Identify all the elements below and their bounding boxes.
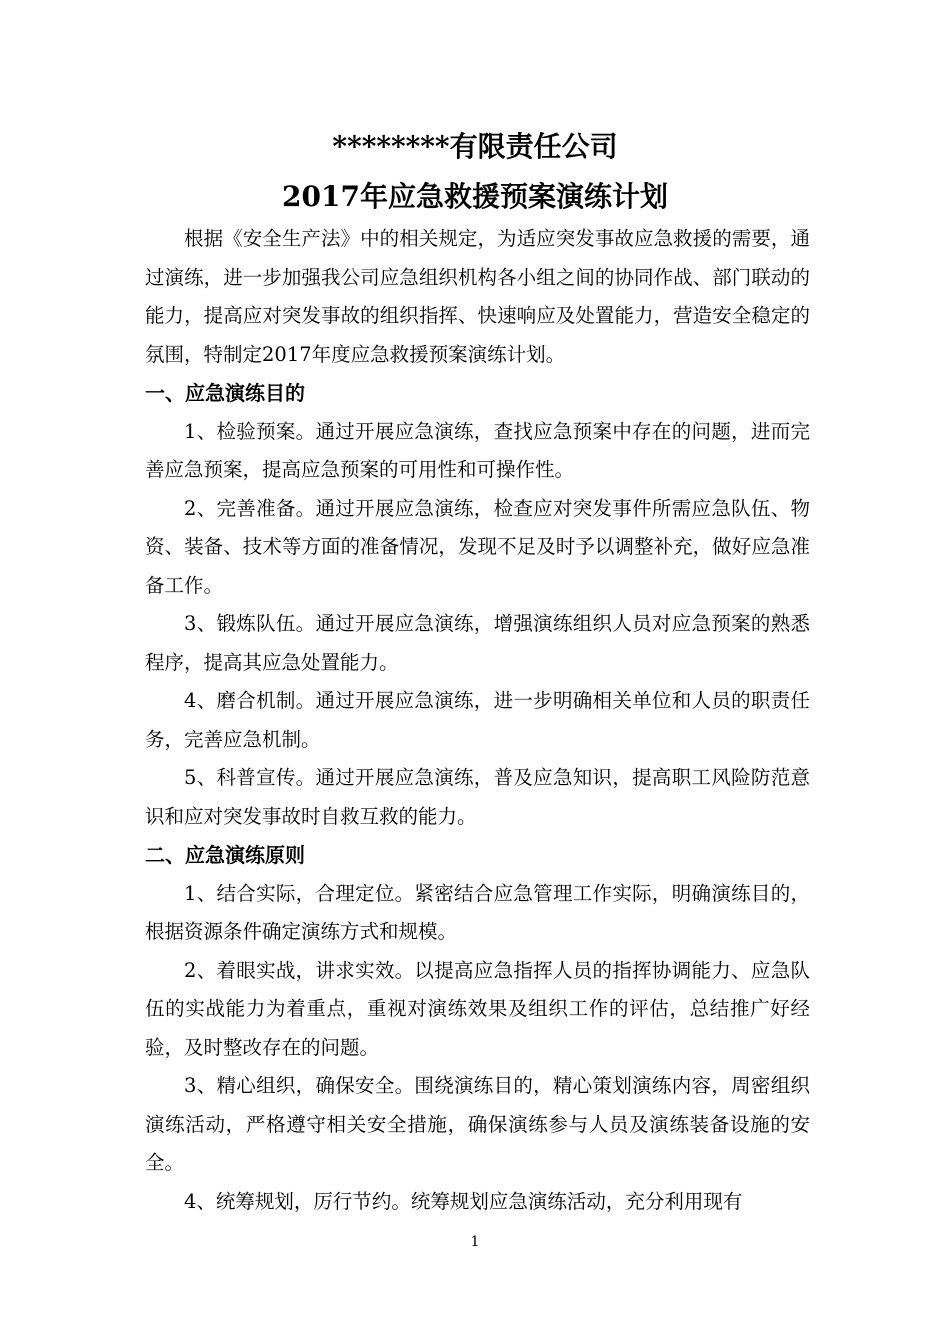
purpose-item-2: 2、完善准备。通过开展应急演练，检查应对突发事件所需应急队伍、物资、装备、技术等方面的准备情况，发现不足及时予以调整补充，做好应急准备工作。 [145,496,810,597]
purpose-item-4: 4、磨合机制。通过开展应急演练，进一步明确相关单位和人员的职责任务，完善应急机制。 [145,689,810,751]
page-number: 1 [470,1234,480,1250]
principle-item-2: 2、着眼实战，讲求实效。以提高应急指挥人员的指挥协调能力、应急队伍的实战能力为着重点，重视对演练效果及组织工作的评估，总结推广好经验，及时整改存在的问题。 [145,958,810,1059]
principle-item-3: 3、精心组织，确保安全。围绕演练目的，精心策划演练内容，周密组织演练活动，严格遵守相关安全措施，确保演练参与人员及演练装备设施的安全。 [145,1074,810,1174]
principle-item-4: 4、统筹规划，厉行节约。统筹规划应急演练活动，充分利用现有 [184,1189,743,1213]
section-heading-principles: 二、应急演练原则 [145,843,305,867]
section-heading-purpose: 一、应急演练目的 [145,381,305,405]
purpose-item-5: 5、科普宣传。通过开展应急演练，普及应急知识，提高职工风险防范意识和应对突发事故时自救互救的能力。 [145,766,810,828]
document-title-plan: 2017年应急救援预案演练计划 [282,180,668,213]
purpose-item-3: 3、锻炼队伍。通过开展应急演练，增强演练组织人员对应急预案的熟悉程序，提高其应急处置能力。 [145,612,810,674]
document-title-company: ********有限责任公司 [332,130,618,163]
purpose-item-1: 1、检验预案。通过开展应急演练，查找应急预案中存在的问题，进而完善应急预案，提高应急预案的可用性和可操作性。 [145,419,810,481]
principle-item-1: 1、结合实际，合理定位。紧密结合应急管理工作实际，明确演练目的，根据资源条件确定演练方式和规模。 [145,881,810,943]
document-body [145,220,810,1221]
intro-paragraph: 根据《安全生产法》中的相关规定，为适应突发事故应急救援的需要，通过演练，进一步加强我公司应急组织机构各小组之间的协同作战、部门联动的能力，提高应对突发事故的组织指挥、快速响应及处置能力，营造安全稳定的氛围，特制定2017年度应急救援预案演练计划。 [145,227,810,366]
